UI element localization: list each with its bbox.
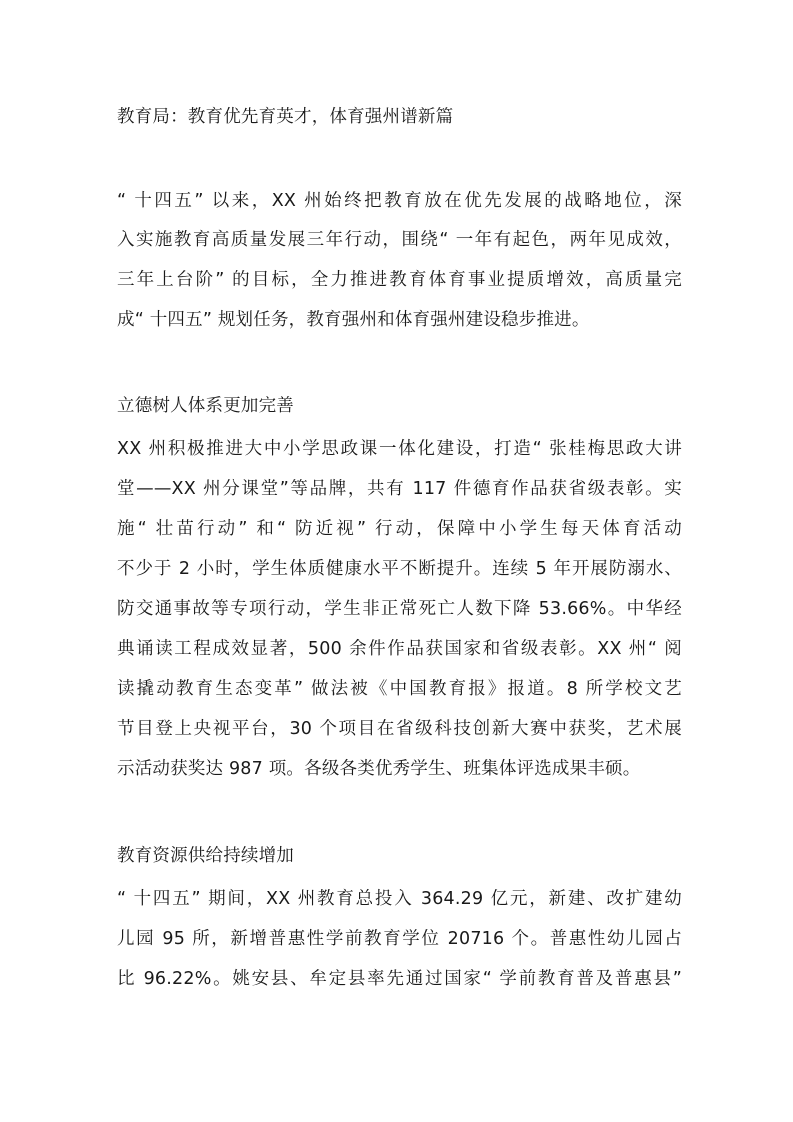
paragraph-line: 三年上台阶” 的目标，全力推进教育体育事业提质增效，高质量完 bbox=[117, 270, 682, 290]
paragraph-line: 示活动获奖达 987 项。各级各类优秀学生、班集体评选成果丰硕。 bbox=[117, 759, 641, 779]
paragraph-line: 典诵读工程成效显著，500 余件作品获国家和省级表彰。XX 州“ 阅 bbox=[117, 639, 682, 659]
paragraph-line: 施“ 壮苗行动” 和“ 防近视” 行动，保障中小学生每天体育活动 bbox=[117, 519, 682, 539]
paragraph-line: 入实施教育高质量发展三年行动，围绕“ 一年有起色，两年见成效， bbox=[117, 230, 682, 250]
paragraph-line: XX 州积极推进大中小学思政课一体化建设，打造“ 张桂梅思政大讲 bbox=[117, 439, 682, 459]
section-heading: 立德树人体系更加完善 bbox=[117, 396, 294, 416]
paragraph-line: 比 96.22%。姚安县、牟定县率先通过国家“ 学前教育普及普惠县” bbox=[117, 969, 682, 989]
paragraph-line: “ 十四五” 期间，XX 州教育总投入 364.29 亿元，新建、改扩建幼 bbox=[117, 889, 682, 909]
paragraph-line: 堂——XX 州分课堂”等品牌，共有 117 件德育作品获省级表彰。实 bbox=[117, 479, 682, 499]
section-heading: 教育资源供给持续增加 bbox=[117, 846, 294, 866]
paragraph-line: “ 十四五” 以来，XX 州始终把教育放在优先发展的战略地位，深 bbox=[117, 191, 682, 211]
document-title: 教育局：教育优先育英才，体育强州谱新篇 bbox=[117, 107, 454, 127]
paragraph-line: 儿园 95 所，新增普惠性学前教育学位 20716 个。普惠性幼儿园占 bbox=[117, 929, 682, 949]
paragraph-line: 节目登上央视平台，30 个项目在省级科技创新大赛中获奖，艺术展 bbox=[117, 719, 682, 739]
paragraph-line: 防交通事故等专项行动，学生非正常死亡人数下降 53.66%。中华经 bbox=[117, 599, 682, 619]
paragraph-line: 不少于 2 小时，学生体质健康水平不断提升。连续 5 年开展防溺水、 bbox=[117, 559, 682, 579]
paragraph-line: 成“ 十四五” 规划任务，教育强州和体育强州建设稳步推进。 bbox=[117, 310, 590, 330]
paragraph-line: 读撬动教育生态变革” 做法被《中国教育报》报道。8 所学校文艺 bbox=[117, 679, 682, 699]
